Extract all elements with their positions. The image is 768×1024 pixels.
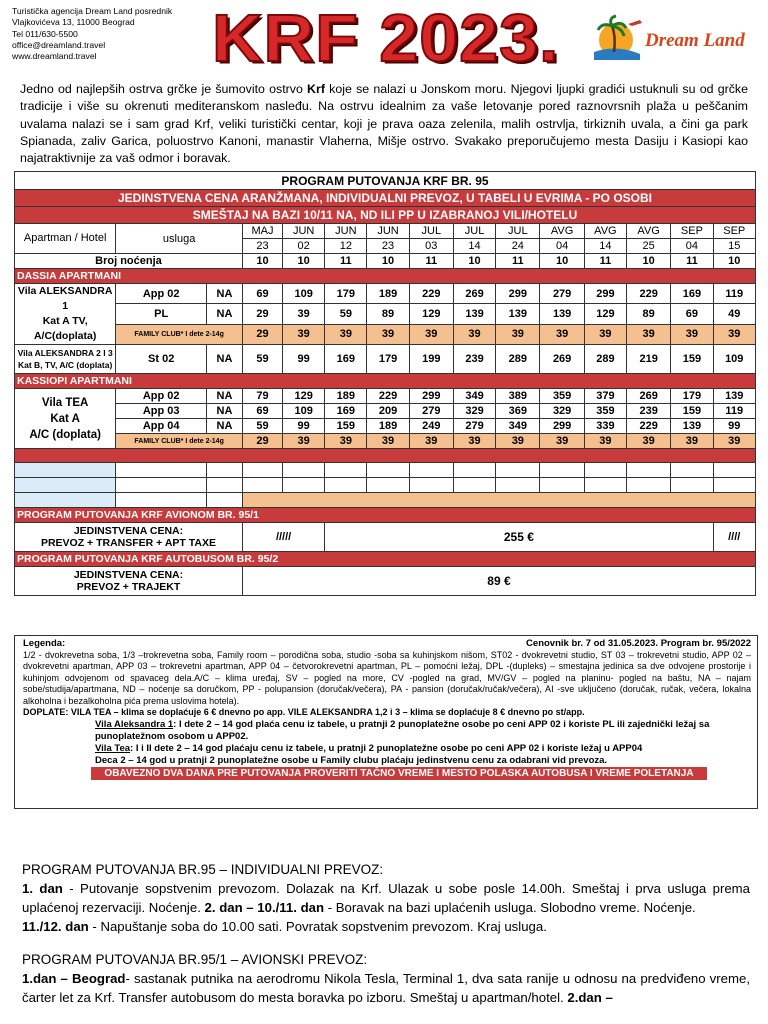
empty-cell xyxy=(496,463,540,478)
day-2-label: 2. dan – 10./11. dan xyxy=(204,900,325,915)
price-cell: 159 xyxy=(671,345,713,374)
empty-cell xyxy=(15,478,116,493)
price-cell: 199 xyxy=(409,345,453,374)
price-cell: 279 xyxy=(453,419,495,434)
day-2-text: - Boravak na bazi uplaćenih usluga. Slobodno vreme. Noćenje. xyxy=(324,900,696,915)
price-cell: 69 xyxy=(242,284,282,304)
empty-cell xyxy=(15,463,116,478)
price-cell: 39 xyxy=(671,434,713,449)
date-month: AVG xyxy=(540,224,584,239)
program-description xyxy=(22,860,750,1007)
section-dassia: DASSIA APARTMANI xyxy=(15,269,756,284)
price-cell: 279 xyxy=(540,284,584,304)
avion-slashes: ///// xyxy=(242,523,324,552)
price-cell: 179 xyxy=(671,389,713,404)
empty-cell xyxy=(671,463,713,478)
intro-krf: Krf xyxy=(307,82,325,96)
board-cell: NA xyxy=(207,345,243,374)
vila3-line2: Kat A xyxy=(50,412,80,425)
price-cell: 329 xyxy=(453,404,495,419)
price-cell: 229 xyxy=(626,419,670,434)
price-cell: 59 xyxy=(242,345,282,374)
avion-day-2-label: 2.dan – xyxy=(567,990,613,1005)
price-cell: 139 xyxy=(671,419,713,434)
price-cell: 219 xyxy=(626,345,670,374)
price-cell: 229 xyxy=(409,284,453,304)
price-cell: 39 xyxy=(283,304,325,324)
col-apartman: Apartman / Hotel xyxy=(15,224,116,254)
header xyxy=(0,0,768,80)
price-cell: 359 xyxy=(540,389,584,404)
price-cell: 109 xyxy=(713,345,756,374)
empty-cell xyxy=(409,463,453,478)
price-cell: 139 xyxy=(453,304,495,324)
empty-cell xyxy=(207,478,243,493)
empty-cell xyxy=(207,493,243,508)
legend-box xyxy=(14,635,758,809)
board-cell: NA xyxy=(207,389,243,404)
empty-cell xyxy=(453,463,495,478)
empty-cell xyxy=(207,463,243,478)
section-kassiopi: KASSIOPI APARTMANI xyxy=(15,374,756,389)
nights-cell: 10 xyxy=(540,254,584,269)
nights-cell: 11 xyxy=(584,254,626,269)
agency-address: Vlajkovićeva 13, 11000 Beograd xyxy=(12,17,135,28)
fc-vila1-title: Vila Aleksandra 1 xyxy=(95,718,174,730)
program-951-heading: PROGRAM PUTOVANJA BR.95/1 – AVIONSKI PREVOZ: xyxy=(22,952,368,967)
price-cell: 379 xyxy=(584,389,626,404)
empty-cell xyxy=(671,478,713,493)
vila2-line1: Vila ALEKSANDRA 2 I 3 xyxy=(17,348,113,358)
family-club-label: FAMILY CLUB* I dete 2-14g xyxy=(116,434,243,449)
empty-cell xyxy=(242,463,282,478)
empty-cell xyxy=(367,463,409,478)
agency-name: Turistička agencija Dream Land posrednik xyxy=(12,6,173,16)
service-cell: PL xyxy=(116,304,207,324)
date-month: JUL xyxy=(409,224,453,239)
price-cell: 39 xyxy=(409,434,453,449)
nights-cell: 10 xyxy=(453,254,495,269)
nights-cell: 10 xyxy=(626,254,670,269)
legend-doplate: DOPLATE: VILA TEA – klima se doplaćuje 6 € dnevno po app. VILE ALEKSANDRA 1,2 i 3 – klima se doplaćuje 8 € dnevno po st/app. xyxy=(23,707,585,717)
avion-label-2: PREVOZ + TRANSFER + APT TAXE xyxy=(40,537,216,549)
board-cell: NA xyxy=(207,284,243,304)
price-cell: 159 xyxy=(325,419,367,434)
empty-cell xyxy=(496,478,540,493)
empty-cell xyxy=(116,463,207,478)
price-cell: 79 xyxy=(242,389,282,404)
price-cell: 389 xyxy=(496,389,540,404)
price-cell: 189 xyxy=(367,419,409,434)
bus-label xyxy=(15,567,243,596)
price-cell: 39 xyxy=(453,434,495,449)
empty-cell xyxy=(540,478,584,493)
empty-cell xyxy=(15,493,116,508)
service-cell: App 04 xyxy=(116,419,207,434)
avion-day-1-label: 1.dan – Beograd xyxy=(22,971,126,986)
nights-cell: 11 xyxy=(409,254,453,269)
price-banner-2: SMEŠTAJ NA BAZI 10/11 NA, ND ILI PP U IZABRANOJ VILI/HOTELU xyxy=(15,207,756,224)
empty-cell xyxy=(713,478,756,493)
price-cell: 39 xyxy=(496,434,540,449)
fc-vila-tea-text: : I i II dete 2 – 14 god plaćaju cenu iz tabele, u pratnji 2 punoplatežne osobe po ceni APP 02 i koriste ležaj u APP04 xyxy=(130,742,643,754)
price-cell: 169 xyxy=(325,345,367,374)
price-cell: 349 xyxy=(496,419,540,434)
legend-title: Legenda: xyxy=(23,638,66,649)
date-day: 04 xyxy=(540,239,584,254)
price-cell: 139 xyxy=(540,304,584,324)
price-cell: 139 xyxy=(713,389,756,404)
empty-cell xyxy=(584,463,626,478)
vila-aleksandra-2-3 xyxy=(15,345,116,374)
date-month: AVG xyxy=(626,224,670,239)
empty-cell xyxy=(325,478,367,493)
dreamland-logo xyxy=(588,14,758,64)
nights-cell: 11 xyxy=(671,254,713,269)
empty-cell xyxy=(626,478,670,493)
price-cell: 39 xyxy=(453,324,495,344)
vila2-line2: Kat B, TV, A/C (doplata) xyxy=(18,360,113,370)
price-cell: 39 xyxy=(367,434,409,449)
col-usluga: usluga xyxy=(116,224,243,254)
logo-text: Dream Land xyxy=(645,30,745,51)
vila1-line2: Kat A TV, xyxy=(42,315,88,327)
price-cell: 369 xyxy=(496,404,540,419)
bus-price: 89 € xyxy=(242,567,755,596)
price-cell: 299 xyxy=(496,284,540,304)
day-last-label: 11./12. dan xyxy=(22,919,89,934)
empty-cell xyxy=(116,493,207,508)
price-cell: 239 xyxy=(453,345,495,374)
price-cell: 29 xyxy=(242,304,282,324)
fc-deca-text: Deca 2 – 14 god u pratnji 2 punoplatežne osobe u Family clubu plaćaju jedinstvenu cenu za odabrani vid prevoza. xyxy=(95,754,608,766)
page-title: KRF 2023. xyxy=(212,0,560,76)
nights-cell: 10 xyxy=(713,254,756,269)
price-cell: 89 xyxy=(626,304,670,324)
price-cell: 109 xyxy=(283,284,325,304)
nights-cell: 10 xyxy=(283,254,325,269)
empty-cell xyxy=(116,478,207,493)
date-month: JUL xyxy=(496,224,540,239)
day-1-text: - Putovanje sopstvenim prevozom. Dolazak na Krf. Ulazak u sobe posle 14.00h. Smeštaj i prva usluga prema uplaćenoj rezervaciji. Noćenje. xyxy=(22,881,750,915)
empty-cell xyxy=(283,463,325,478)
avion-slashes-right: //// xyxy=(713,523,756,552)
fc-vila-tea-title: Vila Tea xyxy=(95,742,131,754)
warning-strip: OBAVEZNO DVA DANA PRE PUTOVANJA PROVERITI TAČNO VREME I MESTO POLASKA AUTOBUSA I VREME POLETANJA AVIONA xyxy=(91,767,707,780)
program-95-text xyxy=(22,879,750,936)
empty-cell xyxy=(242,478,282,493)
price-cell: 29 xyxy=(242,324,282,344)
date-day: 04 xyxy=(671,239,713,254)
empty-cell xyxy=(453,478,495,493)
date-day: 24 xyxy=(496,239,540,254)
empty-cell xyxy=(713,463,756,478)
price-banner-1: JEDINSTVENA CENA ARANŽMANA, INDIVIDUALNI PREVOZ, U TABELI U EVRIMA - PO OSOBI xyxy=(15,190,756,207)
price-cell: 39 xyxy=(671,324,713,344)
price-cell: 269 xyxy=(540,345,584,374)
service-cell: App 03 xyxy=(116,404,207,419)
avion-label-1: JEDINSTVENA CENA: xyxy=(73,525,184,537)
date-day: 03 xyxy=(409,239,453,254)
bus-label-2: PREVOZ + TRAJEKT xyxy=(76,581,181,593)
price-cell: 109 xyxy=(283,404,325,419)
date-month: JUN xyxy=(367,224,409,239)
date-month: JUL xyxy=(453,224,495,239)
price-cell: 39 xyxy=(540,324,584,344)
price-cell: 249 xyxy=(409,419,453,434)
price-cell: 289 xyxy=(496,345,540,374)
price-cell: 39 xyxy=(283,324,325,344)
avion-label xyxy=(15,523,243,552)
program-95-heading: PROGRAM PUTOVANJA BR.95 – INDIVIDUALNI PREVOZ: xyxy=(22,862,384,877)
price-cell: 229 xyxy=(367,389,409,404)
date-day: 23 xyxy=(242,239,282,254)
price-list-number: Cenovnik br. 7 od 31.05.2023. Program br. 95/2022 xyxy=(526,638,751,649)
price-table xyxy=(14,171,756,596)
empty-cell xyxy=(409,478,453,493)
price-cell: 229 xyxy=(626,284,670,304)
empty-cell xyxy=(540,463,584,478)
price-cell: 129 xyxy=(409,304,453,324)
price-cell: 269 xyxy=(626,389,670,404)
price-cell: 189 xyxy=(325,389,367,404)
service-cell: App 02 xyxy=(116,284,207,304)
price-cell: 39 xyxy=(325,324,367,344)
vila-tea xyxy=(15,389,116,449)
section-divider xyxy=(15,449,756,463)
price-cell: 29 xyxy=(242,434,282,449)
avion-price: 255 € xyxy=(325,523,713,552)
vila3-line3: A/C (doplata) xyxy=(29,428,101,441)
avion-day-1-text: - sastanak putnika na aerodromu Nikola Tesla, Terminal 1, dva sata ranije u odnosu na predviđeno vreme, čarter let za Krf. Transfer autobusom do mesta boravka po izboru. Smeštaj u apartman/hotel. xyxy=(22,971,750,1005)
empty-cell xyxy=(325,463,367,478)
intro-text-2: koje se nalazi u Jonskom moru. Njegovi ljupki gradići ustuknuli su od grčke tradicije i više su okrenuti mediteranskom nasleđu. Na ostrvu idealnim za vaše letovanje pored raznovrsnih plaža u peščanim uvalama nalazi se i sam grad Krf, veliki turistički centar, koji je prava oaza zelenila, malih ostrvlja, tirkiznih uvala, a čini ga park Spianada, zaliv Garica, poluostrvo Kanoni, manastir Vlaherna, Mišje ostrvo. Svakako preporučujemo mesta Dasiju i Kasiopi kao najatraktivnije za vaš odmor i boravak. xyxy=(20,82,748,166)
date-month: MAJ xyxy=(242,224,282,239)
date-month: JUN xyxy=(283,224,325,239)
date-month: SEP xyxy=(671,224,713,239)
price-cell: 39 xyxy=(626,324,670,344)
price-cell: 239 xyxy=(626,404,670,419)
price-cell: 119 xyxy=(713,404,756,419)
agency-info xyxy=(12,6,172,62)
price-cell: 39 xyxy=(367,324,409,344)
price-cell: 39 xyxy=(540,434,584,449)
price-cell: 299 xyxy=(584,284,626,304)
price-cell: 299 xyxy=(409,389,453,404)
nights-label: Broj noćenja xyxy=(15,254,243,269)
vila3-line1: Vila TEA xyxy=(41,396,89,409)
price-cell: 89 xyxy=(367,304,409,324)
service-cell: St 02 xyxy=(116,345,207,374)
agency-email[interactable]: office@dreamland.travel xyxy=(12,39,106,50)
price-cell: 169 xyxy=(325,404,367,419)
empty-cell xyxy=(283,478,325,493)
fc-vila1-text: : I dete 2 – 14 god plaća cenu iz tabele, u pratnji 2 punoplatežne osobe po ceni APP 02 i koriste PL ili zajednički ležaj sa punoplatežnom osobom u APP02. xyxy=(95,718,710,742)
price-cell: 279 xyxy=(409,404,453,419)
date-day: 12 xyxy=(325,239,367,254)
price-cell: 289 xyxy=(584,345,626,374)
board-cell: NA xyxy=(207,404,243,419)
price-cell: 299 xyxy=(540,419,584,434)
price-cell: 159 xyxy=(671,404,713,419)
price-cell: 39 xyxy=(626,434,670,449)
service-cell: App 02 xyxy=(116,389,207,404)
intro-paragraph xyxy=(20,81,748,167)
program-title: PROGRAM PUTOVANJA KRF BR. 95 xyxy=(15,172,756,190)
program-951-text xyxy=(22,969,750,1007)
price-cell: 39 xyxy=(325,434,367,449)
price-cell: 39 xyxy=(409,324,453,344)
date-day: 14 xyxy=(453,239,495,254)
price-cell: 39 xyxy=(584,434,626,449)
vila1-name: Vila ALEKSANDRA 1 xyxy=(17,285,113,312)
price-cell: 179 xyxy=(367,345,409,374)
price-cell: 119 xyxy=(713,284,756,304)
price-cell: 39 xyxy=(496,324,540,344)
price-cell: 59 xyxy=(325,304,367,324)
empty-cell xyxy=(584,478,626,493)
nights-cell: 10 xyxy=(242,254,282,269)
price-cell: 189 xyxy=(367,284,409,304)
date-day: 23 xyxy=(367,239,409,254)
empty-cell xyxy=(367,478,409,493)
price-cell: 329 xyxy=(540,404,584,419)
price-cell: 99 xyxy=(283,345,325,374)
nights-cell: 11 xyxy=(325,254,367,269)
date-day: 02 xyxy=(283,239,325,254)
nights-cell: 10 xyxy=(367,254,409,269)
price-cell: 39 xyxy=(713,434,756,449)
date-day: 14 xyxy=(584,239,626,254)
agency-phone: Tel 011/630-5500 xyxy=(12,28,78,39)
section-avion: PROGRAM PUTOVANJA KRF AVIONOM BR. 95/1 xyxy=(15,508,756,523)
price-cell: 209 xyxy=(367,404,409,419)
price-cell: 179 xyxy=(325,284,367,304)
price-cell: 49 xyxy=(713,304,756,324)
empty-cell xyxy=(626,463,670,478)
date-day: 15 xyxy=(713,239,756,254)
date-day: 25 xyxy=(626,239,670,254)
day-last-text: - Napuštanje soba do 10.00 sati. Povratak sopstvenim prevozom. Kraj usluga. xyxy=(88,919,547,934)
price-cell: 339 xyxy=(584,419,626,434)
price-cell: 99 xyxy=(283,419,325,434)
date-month: AVG xyxy=(584,224,626,239)
price-cell: 99 xyxy=(713,419,756,434)
price-cell: 39 xyxy=(584,324,626,344)
price-cell: 39 xyxy=(713,324,756,344)
section-bus: PROGRAM PUTOVANJA KRF AUTOBUSOM BR. 95/2 xyxy=(15,552,756,567)
agency-website[interactable]: www.dreamland.travel xyxy=(12,51,97,62)
bus-label-1: JEDINSTVENA CENA: xyxy=(73,569,184,581)
price-cell: 129 xyxy=(584,304,626,324)
board-cell: NA xyxy=(207,304,243,324)
vila-aleksandra-1 xyxy=(15,284,116,345)
price-cell: 269 xyxy=(453,284,495,304)
date-month: JUN xyxy=(325,224,367,239)
legend-text: 1/2 - dvokrevetna soba, 1/3 –trokrevetna soba, Family room – porodična soba, studio -soba sa kuhinjskom nišom, ST02 - dvokrevetni studio, ST 03 – trokrevetni studio, APP 02 –dvokrevetni apartman, APP 03 – trokrevetni apartman, APP 04 – četvorokrevetni apartman, PL – pomoćni ležaj, DPL -(dupleks) – smestajna jedinica sa dve odvojene prostorije i kuhinjom odvojenom od spavaceg dela.A/C – klima uređaj, SV – pogled na more, CV -pogled na grad, MV/GV – pogled na planinu- pogled na baštu, NA – najam sobe/studija/apartmana, ND – noćenje sa doručkom, PP - polupansion (doručak/večera), PA - pansion (doručak/ručak/večera), AI -sve uključeno (doručak, ručak, večera, lokalna alkoholna i bezalkoholna pića prema uslovima hotela). xyxy=(23,649,751,706)
price-cell: 69 xyxy=(242,404,282,419)
price-cell: 39 xyxy=(283,434,325,449)
board-cell: NA xyxy=(207,419,243,434)
price-cell: 59 xyxy=(242,419,282,434)
price-cell: 349 xyxy=(453,389,495,404)
price-cell: 359 xyxy=(584,404,626,419)
price-cell: 169 xyxy=(671,284,713,304)
nights-cell: 11 xyxy=(496,254,540,269)
date-month: SEP xyxy=(713,224,756,239)
intro-text-1: Jedno od najlepših ostrva grčke je šumovito ostrvo xyxy=(20,82,308,96)
price-cell: 139 xyxy=(496,304,540,324)
vila1-line3: A/C(doplata) xyxy=(33,330,97,342)
family-club-label: FAMILY CLUB* I dete 2-14g xyxy=(116,324,243,344)
price-cell: 69 xyxy=(671,304,713,324)
price-cell: 129 xyxy=(283,389,325,404)
day-1-label: 1. dan xyxy=(22,881,63,896)
empty-cell xyxy=(242,493,755,508)
